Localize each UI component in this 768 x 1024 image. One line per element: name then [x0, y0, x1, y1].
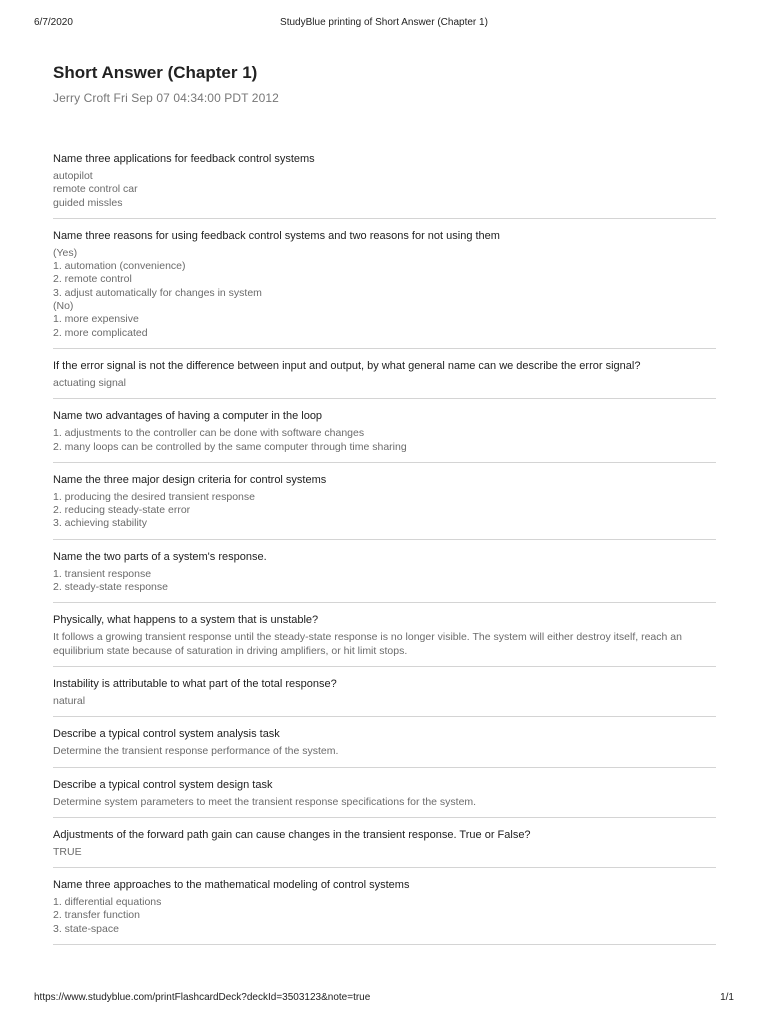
flashcard-answer	[53, 796, 716, 809]
flashcard-answer	[53, 846, 716, 859]
flashcard-question: Name three approaches to the mathematical modeling of control systems	[53, 879, 410, 892]
flashcard	[53, 471, 716, 540]
flashcard-question: If the error signal is not the difference between input and output, by what general name can we describe the error signal?	[53, 359, 641, 372]
flashcard	[53, 876, 716, 945]
flashcard-answer	[53, 377, 716, 390]
answer-line: It follows a growing transient response until the steady-state response is no longer visible. The system will either destroy itself, reach an equilibrium state because of saturation in driving amplifiers, or hit limit stops.	[53, 631, 682, 657]
flashcard-list	[53, 150, 716, 953]
deck-title: Short Answer (Chapter 1)	[53, 63, 258, 82]
print-header	[34, 17, 734, 31]
flashcard-question: Name three applications for feedback control systems	[53, 153, 315, 165]
flashcard	[53, 776, 716, 818]
answer-line: 1. transient response	[53, 567, 152, 580]
answer-line: 3. adjust automatically for changes in system	[53, 286, 262, 299]
deck-author-timestamp: Jerry Croft Fri Sep 07 04:34:00 PDT 2012	[53, 91, 279, 105]
print-url: https://www.studyblue.com/printFlashcardDeck?deckId=3503123&note=true	[34, 992, 371, 1003]
answer-line: 2. reducing steady-state error	[53, 504, 191, 517]
answer-line: 1. adjustments to the controller can be done with software changes	[53, 427, 365, 440]
answer-line: 3. state-space	[53, 922, 119, 935]
answer-line: TRUE	[53, 845, 82, 858]
print-date: 6/7/2020	[34, 17, 73, 28]
answer-line: (No)	[53, 300, 74, 313]
answer-line: 2. many loops can be controlled by the same computer through time sharing	[53, 440, 407, 453]
flashcard-question: Name the two parts of a system's response.	[53, 550, 267, 563]
deck-header	[53, 62, 716, 106]
flashcard	[53, 357, 716, 399]
flashcard-question: Describe a typical control system analysis task	[53, 728, 280, 741]
answer-line: 2. remote control	[53, 273, 132, 286]
answer-line: 1. automation (convenience)	[53, 260, 186, 273]
answer-line: 2. transfer function	[53, 909, 140, 922]
answer-line: natural	[53, 694, 86, 707]
print-footer	[34, 992, 734, 1006]
flashcard-question: Name the three major design criteria for control systems	[53, 473, 327, 486]
answer-line: autopilot	[53, 170, 93, 182]
flashcard	[53, 675, 716, 717]
flashcard	[53, 611, 716, 667]
flashcard-answer	[53, 568, 716, 595]
flashcard	[53, 548, 716, 604]
answer-line: 2. more complicated	[53, 326, 148, 339]
flashcard-answer	[53, 170, 716, 210]
flashcard-answer	[53, 631, 716, 658]
flashcard-question: Physically, what happens to a system that is unstable?	[53, 614, 319, 627]
flashcard-answer	[53, 745, 716, 758]
answer-line: (Yes)	[53, 246, 78, 259]
answer-line: guided missles	[53, 196, 123, 209]
print-document-title: StudyBlue printing of Short Answer (Chapter 1)	[280, 17, 488, 28]
flashcard	[53, 407, 716, 463]
flashcard	[53, 725, 716, 767]
flashcard-answer	[53, 695, 716, 708]
answer-line: remote control car	[53, 183, 138, 196]
flashcard-question: Adjustments of the forward path gain can cause changes in the transient response. True or False?	[53, 828, 531, 841]
flashcard-answer	[53, 491, 716, 531]
answer-line: 1. producing the desired transient response	[53, 490, 255, 503]
flashcard-question: Instability is attributable to what part of the total response?	[53, 677, 337, 690]
answer-line: actuating signal	[53, 376, 126, 389]
answer-line: 3. achieving stability	[53, 517, 147, 530]
answer-line: Determine the transient response performance of the system.	[53, 745, 339, 758]
answer-line: 1. differential equations	[53, 896, 162, 909]
flashcard-question: Name two advantages of having a computer in the loop	[53, 410, 323, 423]
flashcard-answer	[53, 427, 716, 454]
answer-line: 1. more expensive	[53, 313, 139, 326]
flashcard	[53, 227, 716, 349]
flashcard-answer	[53, 896, 716, 936]
answer-line: Determine system parameters to meet the transient response specifications for the system.	[53, 795, 477, 808]
flashcard-question: Name three reasons for using feedback control systems and two reasons for not using them	[53, 229, 500, 242]
answer-line: 2. steady-state response	[53, 581, 168, 594]
flashcard	[53, 826, 716, 868]
flashcard	[53, 150, 716, 219]
page-number: 1/1	[720, 992, 734, 1003]
flashcard-question: Describe a typical control system design task	[53, 778, 273, 791]
flashcard-answer	[53, 247, 716, 340]
